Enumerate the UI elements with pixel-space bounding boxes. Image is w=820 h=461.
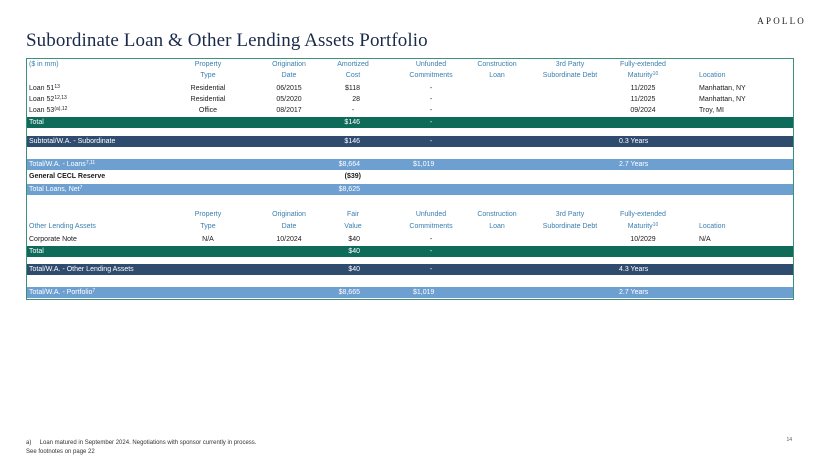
col-maturity-label: Maturity (627, 72, 653, 79)
apollo-logo: APOLLO (757, 16, 806, 26)
header-row-1 (27, 61, 793, 71)
loan-sup: (a),12 (54, 106, 68, 112)
total-other-unfunded: - (429, 265, 433, 273)
cecl-label: General CECL Reserve (29, 173, 106, 180)
col-origination-2: Date (281, 72, 297, 79)
col2-fair: Fair (346, 211, 360, 218)
loan-type: Residential (190, 96, 226, 103)
table-row (27, 106, 793, 116)
loan-location: Manhattan, NY (699, 85, 746, 92)
col-maturity-sup: 10 (652, 71, 659, 77)
footnote-a: a) Loan matured in September 2024. Negotiations with sponsor currently in process. (26, 440, 257, 446)
col-property: Property (194, 61, 222, 68)
header2-row-1 (27, 211, 793, 221)
loan-location: Troy, MI (699, 107, 724, 114)
loan-name (29, 96, 67, 103)
total-cost: $146 (344, 118, 360, 126)
col-construction: Construction (477, 61, 517, 68)
net-loans-sup: 7 (79, 184, 83, 191)
col-third-party: 3rd Party (555, 61, 585, 68)
footnote-see: See footnotes on page 22 (26, 449, 95, 455)
total2-unfunded: - (429, 247, 433, 255)
asset-location: N/A (699, 236, 711, 243)
total-loans-cost: $8,664 (338, 160, 360, 168)
col2-construction-2: Loan (489, 223, 505, 230)
total-loans-label (29, 161, 95, 168)
net-loans-cost: $8,625 (338, 185, 360, 193)
loan-name-text: Loan 53 (29, 107, 55, 114)
col2-origination-2: Date (281, 223, 297, 230)
total-loans-unfunded: $1,019 (413, 160, 435, 168)
col-unfunded: Unfunded (415, 61, 447, 68)
col-property-2: Type (200, 72, 216, 79)
loan-maturity: 11/2025 (630, 85, 656, 92)
total-label: Total (29, 118, 44, 126)
loan-cost: 28 (352, 96, 360, 103)
total-other-value: $40 (348, 265, 360, 273)
col2-property-2: Type (200, 223, 216, 230)
col-amortized-2: Cost (345, 72, 361, 79)
col2-fair-2: Value (344, 223, 362, 230)
col-location: Location (699, 72, 726, 79)
col2-origination: Origination (272, 211, 306, 218)
page-title: Subordinate Loan & Other Lending Assets Portfolio (26, 30, 428, 51)
loan-location: Manhattan, NY (699, 96, 746, 103)
total-portfolio-sup: 7 (92, 287, 96, 294)
loan-maturity: 09/2024 (630, 107, 656, 114)
total-portfolio-row (27, 287, 793, 298)
portfolio-table (26, 58, 794, 300)
total-other-label: Total/W.A. - Other Lending Assets (29, 265, 134, 273)
subtotal-unfunded: - (429, 137, 433, 145)
asset-unfunded: - (429, 236, 433, 243)
subtotal-row (27, 136, 793, 147)
total-portfolio-label-text: Total/W.A. - Portfolio (29, 288, 93, 296)
total-portfolio-maturity: 2.7 Years (619, 288, 649, 296)
col2-third-party: 3rd Party (555, 211, 585, 218)
net-loans-row (27, 184, 793, 195)
col2-location: Location (699, 223, 726, 230)
col-construction-2: Loan (489, 72, 505, 79)
table-row (27, 84, 793, 94)
subtotal-label: Subtotal/W.A. - Subordinate (29, 137, 116, 145)
loan-name-text: Loan 52 (29, 96, 55, 103)
total-loans-sup: 7,11 (85, 159, 96, 166)
loan-maturity: 11/2025 (630, 96, 656, 103)
loan-name (29, 107, 67, 114)
total-other-row (27, 264, 793, 275)
col-origination: Origination (272, 61, 306, 68)
loan-sup: 12,13 (54, 95, 67, 101)
asset-name: Corporate Note (29, 236, 77, 243)
col2-maturity-sup: 10 (652, 222, 659, 228)
loan-cost: $118 (344, 85, 360, 92)
total2-row (27, 246, 793, 257)
asset-value: $40 (348, 236, 360, 243)
header-row-2 (27, 72, 793, 83)
total-loans-maturity: 2.7 Years (619, 160, 649, 168)
net-loans-label-text: Total Loans, Net (29, 185, 80, 193)
table-row (27, 95, 793, 105)
cecl-cost: ($39) (344, 173, 361, 180)
total-portfolio-value: $8,665 (338, 288, 360, 296)
asset-type: N/A (202, 236, 214, 243)
loan-type: Residential (190, 85, 226, 92)
col2-maturity-label: Maturity (627, 223, 653, 230)
col2-unfunded: Unfunded (415, 211, 447, 218)
col2-third-party-2: Subordinate Debt (542, 223, 598, 230)
subtotal-maturity: 0.3 Years (619, 137, 649, 145)
total-row (27, 117, 793, 128)
loan-date: 06/2015 (276, 85, 302, 92)
page-number: 14 (786, 437, 792, 443)
col2-maturity-2 (628, 223, 658, 230)
loan-type: Office (198, 107, 218, 114)
col-fully-extended: Fully-extended (620, 61, 666, 68)
loan-name (29, 85, 60, 92)
col-maturity-2 (628, 72, 658, 79)
other-lending-label: Other Lending Assets (29, 223, 96, 230)
loan-date: 08/2017 (276, 107, 302, 114)
loan-sup: 13 (54, 84, 60, 90)
subtotal-cost: $146 (344, 137, 360, 145)
col-unfunded-2: Commitments (409, 72, 453, 79)
col2-property: Property (194, 211, 222, 218)
col2-unfunded-2: Commitments (409, 223, 453, 230)
total-unfunded: - (429, 118, 433, 126)
loan-unfunded: - (429, 85, 433, 92)
asset-maturity: 10/2029 (630, 236, 656, 243)
header2-row-2 (27, 223, 793, 234)
loan-date: 05/2020 (276, 96, 302, 103)
col-amortized: Amortized (337, 61, 369, 68)
table-row (27, 235, 793, 245)
col2-fully-extended: Fully-extended (620, 211, 666, 218)
asset-date: 10/2024 (276, 236, 302, 243)
unit-label: ($ in mm) (29, 61, 59, 68)
total2-value: $40 (348, 247, 360, 255)
total-portfolio-label (29, 289, 95, 296)
loan-unfunded: - (429, 96, 433, 103)
total-loans-label-text: Total/W.A. - Loans (29, 160, 86, 168)
col2-construction: Construction (477, 211, 517, 218)
total2-label: Total (29, 247, 44, 255)
total-portfolio-unfunded: $1,019 (413, 288, 435, 296)
cecl-row (27, 172, 793, 182)
loan-unfunded: - (429, 107, 433, 114)
net-loans-label (29, 186, 82, 193)
loan-name-text: Loan 51 (29, 85, 55, 92)
total-other-maturity: 4.3 Years (619, 265, 649, 273)
total-loans-row (27, 159, 793, 170)
col-third-party-2: Subordinate Debt (542, 72, 598, 79)
loan-cost: - (351, 107, 355, 114)
